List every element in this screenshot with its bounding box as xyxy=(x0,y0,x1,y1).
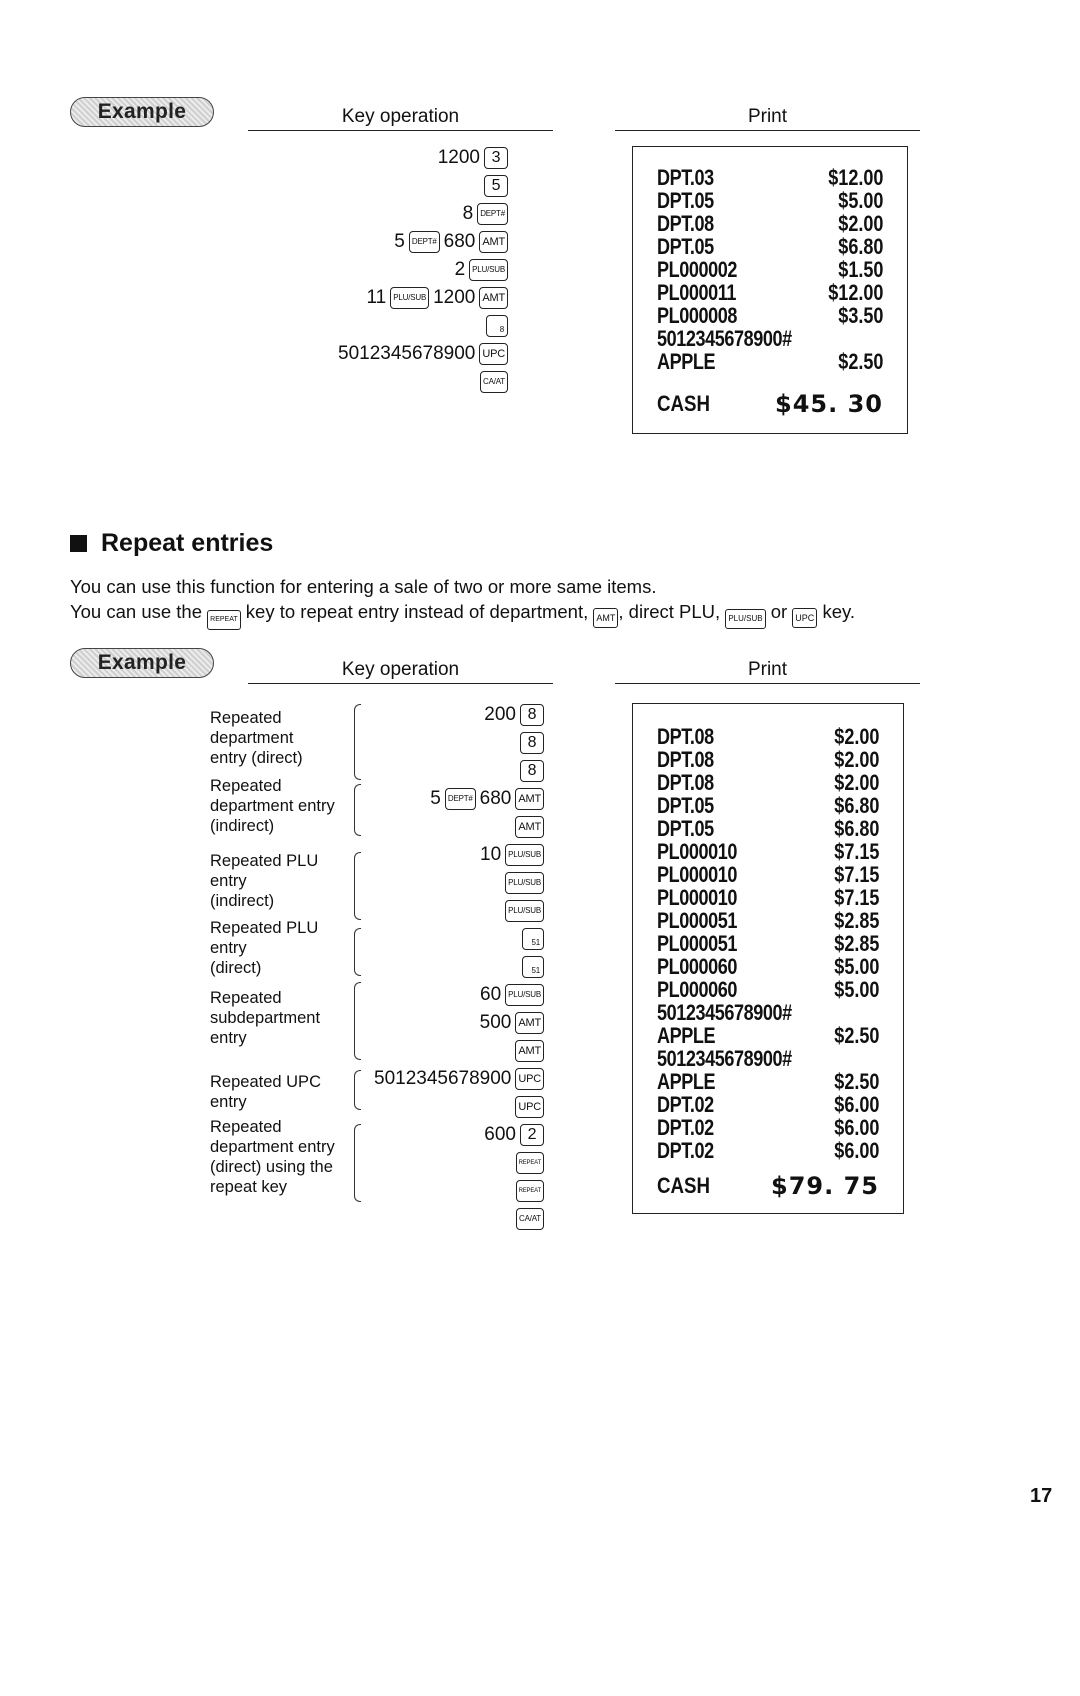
key-line xyxy=(438,145,508,171)
amt-key[interactable]: AMT xyxy=(479,287,508,309)
entry-description: Repeated PLU entry (indirect) xyxy=(210,852,319,910)
receipt-item-amount: $7.15 xyxy=(834,885,880,910)
plu-sub-key: PLU/SUB xyxy=(725,609,765,629)
receipt-row xyxy=(657,1094,879,1116)
receipt-item-amount: $1.50 xyxy=(838,257,884,282)
key-line xyxy=(374,1066,544,1092)
key-operation-heading-1-text: Key operation xyxy=(341,106,460,127)
receipt-row xyxy=(657,841,879,863)
receipt-item-label: PL000060 xyxy=(657,954,737,979)
numeric-key[interactable]: 3 xyxy=(484,147,508,169)
receipt-row xyxy=(657,726,879,748)
receipt-row xyxy=(657,190,883,212)
amt-key[interactable]: AMT xyxy=(515,788,544,810)
entry-description: Repeated department entry (indirect) xyxy=(210,777,335,835)
direct-plu-key[interactable]: 51 xyxy=(522,956,544,978)
key-entry-number: 200 xyxy=(484,704,516,725)
receipt-row xyxy=(657,1117,879,1139)
bracket xyxy=(354,852,361,920)
receipt-row xyxy=(657,1071,879,1093)
receipt-row xyxy=(657,979,879,1001)
key-entry-number: 500 xyxy=(479,1012,512,1033)
receipt-item-amount: $2.00 xyxy=(834,770,880,795)
receipt-row xyxy=(657,887,879,909)
receipt-item-amount: $2.00 xyxy=(834,747,880,772)
receipt-item-label: APPLE xyxy=(657,1023,716,1048)
receipt-item-amount: $2.00 xyxy=(834,724,880,749)
numeric-key[interactable]: 8 xyxy=(520,760,544,782)
repeat-key[interactable]: REPEAT xyxy=(516,1152,544,1174)
bracket xyxy=(354,1070,361,1110)
key-entry-number: 1200 xyxy=(437,147,480,168)
receipt-print-1 xyxy=(632,146,908,434)
section-title xyxy=(70,529,273,558)
key-line xyxy=(430,786,544,812)
receipt-item-amount: $5.00 xyxy=(838,188,884,213)
plu-sub-key[interactable]: PLU/SUB xyxy=(505,900,544,922)
key-entry-number: 60 xyxy=(480,984,502,1005)
paragraph-text: key to repeat entry instead of department, xyxy=(245,601,589,622)
receipt-item-label: DPT.02 xyxy=(657,1115,714,1140)
key-line xyxy=(505,898,544,924)
print-heading-1-text: Print xyxy=(747,106,788,127)
key-line xyxy=(455,257,508,283)
key-line xyxy=(463,201,508,227)
key-line xyxy=(480,982,544,1008)
key-entry-number: 8 xyxy=(462,203,474,224)
receipt-item-amount: $6.00 xyxy=(834,1115,880,1140)
bracket xyxy=(354,704,361,780)
receipt-item-label: DPT.08 xyxy=(657,724,714,749)
receipt-row xyxy=(657,795,879,817)
key-line xyxy=(480,842,544,868)
key-line xyxy=(486,313,508,339)
numeric-key[interactable]: 8 xyxy=(520,704,544,726)
entry-description: Repeated department entry (direct) xyxy=(210,709,303,767)
plu-sub-key[interactable]: PLU/SUB xyxy=(390,287,429,309)
paragraph-text: or xyxy=(770,601,788,622)
receipt-item-amount: $6.00 xyxy=(834,1138,880,1163)
receipt-item-label: DPT.02 xyxy=(657,1092,714,1117)
receipt-item-label: PL000002 xyxy=(657,257,737,282)
receipt-item-amount: $12.00 xyxy=(828,280,884,305)
paragraph-text: You can use this function for entering a sale of two or more same items. xyxy=(70,576,657,597)
receipt-item-amount: $6.00 xyxy=(834,1092,880,1117)
receipt-row xyxy=(657,864,879,886)
receipt-print-2 xyxy=(632,703,904,1214)
upc-key[interactable]: UPC xyxy=(515,1068,544,1090)
amt-key[interactable]: AMT xyxy=(515,1012,544,1034)
receipt-item-label: PL000060 xyxy=(657,977,737,1002)
plu-sub-key[interactable]: PLU/SUB xyxy=(505,872,544,894)
receipt-item-label: 5012345678900# xyxy=(657,1000,792,1025)
receipt-item-label: PL000008 xyxy=(657,303,737,328)
receipt-item-label: PL000011 xyxy=(657,280,736,305)
key-line xyxy=(516,1206,544,1232)
receipt-item-amount: $6.80 xyxy=(834,816,880,841)
receipt-total xyxy=(657,1171,879,1201)
upc-key: UPC xyxy=(792,608,817,628)
example-badge-1 xyxy=(70,97,214,127)
amt-key[interactable]: AMT xyxy=(515,816,544,838)
paragraph-text: key. xyxy=(822,601,856,622)
example-badge-2-label: Example xyxy=(97,651,187,674)
entry-description: Repeated subdepartment entry xyxy=(210,989,321,1047)
receipt-total-value: $79. 75 xyxy=(771,1172,879,1200)
receipt-row xyxy=(657,305,883,327)
direct-plu-key[interactable]: 8 xyxy=(486,315,508,337)
key-entry-number: 5 xyxy=(430,788,441,809)
amt-key[interactable]: AMT xyxy=(515,1040,544,1062)
receipt-item-label: DPT.05 xyxy=(657,793,714,818)
key-line xyxy=(515,814,544,840)
bracket xyxy=(354,982,361,1060)
receipt-total-value: $45. 30 xyxy=(775,390,883,418)
receipt-item-amount: $5.00 xyxy=(834,954,880,979)
key-entry-number: 5012345678900 xyxy=(338,343,476,364)
example-badge-1-label: Example xyxy=(97,100,187,123)
receipt-item-amount: $2.85 xyxy=(834,908,880,933)
amt-key[interactable]: AMT xyxy=(479,231,508,253)
plu-sub-key[interactable]: PLU/SUB xyxy=(505,984,544,1006)
receipt-item-label: DPT.08 xyxy=(657,211,714,236)
key-line xyxy=(484,702,544,728)
receipt-item-amount: $7.15 xyxy=(834,862,880,887)
receipt-item-amount: $5.00 xyxy=(834,977,880,1002)
entry-description: Repeated PLU entry (direct) xyxy=(210,919,319,977)
numeric-key[interactable]: 2 xyxy=(520,1124,544,1146)
receipt-item-label: 5012345678900# xyxy=(657,326,792,351)
receipt-row xyxy=(657,1048,879,1070)
receipt-item-label: PL000051 xyxy=(657,908,737,933)
section-paragraph-line-2 xyxy=(70,601,855,630)
receipt-item-label: DPT.08 xyxy=(657,747,714,772)
receipt-row xyxy=(657,351,883,373)
receipt-item-amount: $7.15 xyxy=(834,839,880,864)
dept-shift-key[interactable]: DEPT# xyxy=(445,788,476,810)
receipt-row xyxy=(657,236,883,258)
bracket xyxy=(354,1124,361,1202)
key-line xyxy=(516,1178,544,1204)
key-operation-heading-1 xyxy=(248,106,553,131)
key-operation-heading-2-text: Key operation xyxy=(341,659,460,680)
receipt-item-amount: $2.85 xyxy=(834,931,880,956)
receipt-total-label: CASH xyxy=(657,1173,710,1198)
key-entry-price: 680 xyxy=(479,788,512,809)
key-line xyxy=(522,926,544,952)
key-line xyxy=(480,369,508,395)
receipt-item-amount: $2.00 xyxy=(838,211,884,236)
dept-shift-key[interactable]: DEPT# xyxy=(477,203,508,225)
key-line xyxy=(484,1122,544,1148)
receipt-item-label: DPT.05 xyxy=(657,234,714,259)
receipt-row xyxy=(657,1140,879,1162)
key-line xyxy=(484,173,508,199)
receipt-row xyxy=(657,328,883,350)
bracket xyxy=(354,928,361,976)
key-line xyxy=(394,229,508,255)
repeat-key[interactable]: REPEAT xyxy=(516,1180,544,1202)
key-line xyxy=(520,758,544,784)
receipt-total xyxy=(657,389,883,419)
key-entry-price: 1200 xyxy=(433,287,476,308)
key-entry-number: 5012345678900 xyxy=(374,1068,512,1089)
key-entry-number: 600 xyxy=(484,1124,516,1145)
repeat-key: REPEAT xyxy=(207,610,241,630)
receipt-row xyxy=(657,1025,879,1047)
receipt-row xyxy=(657,259,883,281)
receipt-row xyxy=(657,818,879,840)
section-bullet-icon xyxy=(70,535,87,552)
receipt-row xyxy=(657,167,883,189)
receipt-row xyxy=(657,956,879,978)
receipt-row xyxy=(657,282,883,304)
receipt-item-amount: $12.00 xyxy=(828,165,884,190)
receipt-item-label: PL000010 xyxy=(657,885,737,910)
print-heading-2 xyxy=(615,659,920,684)
receipt-item-label: DPT.02 xyxy=(657,1138,714,1163)
upc-key[interactable]: UPC xyxy=(515,1096,544,1118)
receipt-item-label: APPLE xyxy=(657,349,716,374)
print-heading-2-text: Print xyxy=(747,659,788,680)
receipt-row xyxy=(657,1002,879,1024)
receipt-item-label: PL000010 xyxy=(657,862,737,887)
receipt-row xyxy=(657,933,879,955)
receipt-item-amount: $2.50 xyxy=(834,1023,880,1048)
paragraph-text: , direct PLU, xyxy=(618,601,721,622)
receipt-total-label: CASH xyxy=(657,391,710,416)
receipt-item-label: PL000051 xyxy=(657,931,737,956)
section-title-text: Repeat entries xyxy=(101,529,274,557)
receipt-item-amount: $6.80 xyxy=(838,234,884,259)
bracket xyxy=(354,784,361,836)
key-line xyxy=(480,1010,544,1036)
receipt-row xyxy=(657,772,879,794)
receipt-item-label: DPT.08 xyxy=(657,770,714,795)
entry-description: Repeated department entry (direct) using the repeat key xyxy=(210,1118,335,1196)
key-line xyxy=(515,1038,544,1064)
receipt-row xyxy=(657,213,883,235)
ca-at-key[interactable]: CA/AT xyxy=(480,371,508,393)
example-badge-2 xyxy=(70,648,214,678)
key-line xyxy=(522,954,544,980)
key-entry-number: 10 xyxy=(480,844,502,865)
amt-key: AMT xyxy=(593,608,618,628)
key-line xyxy=(367,285,508,311)
plu-sub-key[interactable]: PLU/SUB xyxy=(469,259,508,281)
key-line xyxy=(520,730,544,756)
receipt-item-label: DPT.03 xyxy=(657,165,714,190)
key-line xyxy=(338,341,508,367)
plu-sub-key[interactable]: PLU/SUB xyxy=(505,844,544,866)
key-operation-heading-2 xyxy=(248,659,553,684)
key-line xyxy=(516,1150,544,1176)
page-number: 17 xyxy=(1030,1485,1053,1507)
receipt-row xyxy=(657,749,879,771)
receipt-item-amount: $2.50 xyxy=(834,1069,880,1094)
key-line xyxy=(505,870,544,896)
direct-plu-key[interactable]: 51 xyxy=(522,928,544,950)
receipt-row xyxy=(657,910,879,932)
receipt-item-label: 5012345678900# xyxy=(657,1046,792,1071)
receipt-item-label: PL000010 xyxy=(657,839,737,864)
receipt-item-label: DPT.05 xyxy=(657,816,714,841)
numeric-key[interactable]: 8 xyxy=(520,732,544,754)
receipt-item-amount: $6.80 xyxy=(834,793,880,818)
print-heading-1 xyxy=(615,106,920,131)
ca-at-key[interactable]: CA/AT xyxy=(516,1208,544,1230)
paragraph-text: You can use the xyxy=(70,601,203,622)
upc-key[interactable]: UPC xyxy=(479,343,508,365)
receipt-item-amount: $3.50 xyxy=(838,303,884,328)
numeric-key[interactable]: 5 xyxy=(484,175,508,197)
receipt-item-label: APPLE xyxy=(657,1069,716,1094)
key-line xyxy=(515,1094,544,1120)
dept-shift-key[interactable]: DEPT# xyxy=(409,231,440,253)
key-entry-number: 11 xyxy=(366,287,387,308)
entry-description: Repeated UPC entry xyxy=(210,1073,321,1111)
key-entry-number: 2 xyxy=(454,259,466,280)
receipt-item-amount: $2.50 xyxy=(838,349,884,374)
section-paragraph-line-1 xyxy=(70,576,656,598)
key-entry-number: 5 xyxy=(394,231,405,252)
receipt-item-label: DPT.05 xyxy=(657,188,714,213)
key-entry-price: 680 xyxy=(443,231,476,252)
